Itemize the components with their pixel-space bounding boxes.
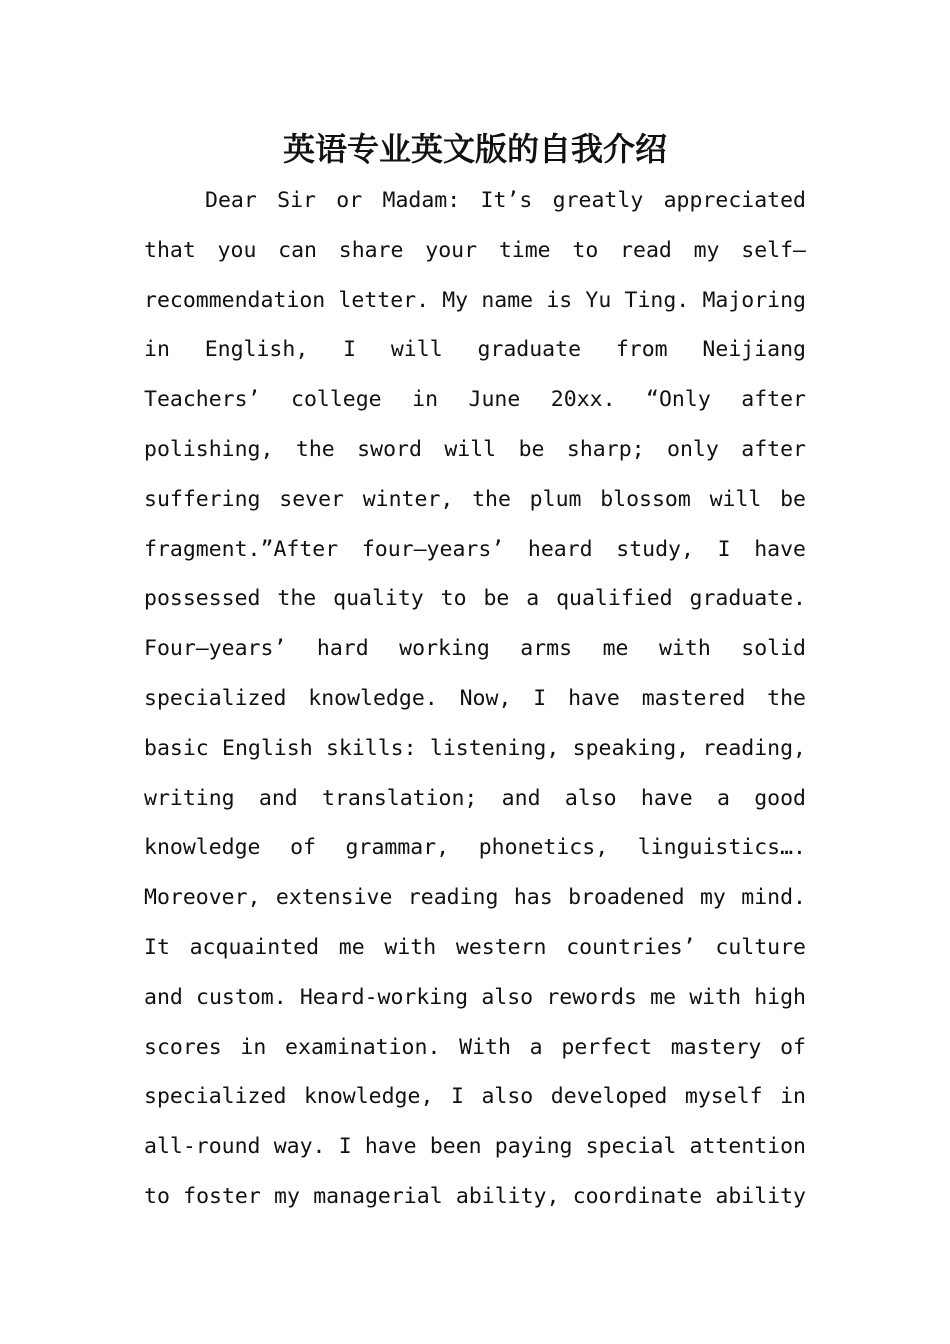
body-line: basic English skills: listening, speaking, reading, [144, 735, 806, 761]
body-line: Dear Sir or Madam: It’s greatly appreciated [205, 188, 806, 213]
body-line: writing and translation; and also have a good [144, 785, 806, 811]
body-line: specialized knowledge, I also developed myself in [144, 1084, 806, 1110]
body-line: all-round way. I have been paying special attention [144, 1134, 806, 1160]
body-line: Teachers’ college in June 20xx. “Only after [144, 387, 806, 413]
body-line: scores in examination. With a perfect mastery of [144, 1034, 806, 1060]
document-body [144, 176, 806, 1222]
body-line: polishing, the sword will be sharp; only after [144, 436, 806, 462]
body-line: Four—years’ hard working arms me with solid [144, 636, 806, 662]
body-line: knowledge of grammar, phonetics, linguistics…. [144, 835, 806, 861]
document-title: 英语专业英文版的自我介绍 [282, 130, 667, 168]
body-line: Moreover, extensive reading has broadened my mind. [144, 885, 806, 911]
body-line: specialized knowledge. Now, I have mastered the [144, 685, 806, 711]
body-line: It acquainted me with western countries’ culture [144, 934, 806, 960]
body-line: and custom. Heard-working also rewords me with high [144, 984, 806, 1010]
body-line: to foster my managerial ability, coordinate ability [144, 1183, 806, 1209]
body-line: fragment.”After four—years’ heard study, I have [144, 536, 806, 562]
body-line: suffering sever winter, the plum blossom will be [144, 486, 806, 512]
body-line: that you can share your time to read my self— [144, 237, 806, 263]
body-line: in English, I will graduate from Neijiang [144, 337, 806, 363]
body-line: possessed the quality to be a qualified graduate. [144, 586, 806, 612]
body-line: recommendation letter. My name is Yu Ting. Majoring [144, 287, 806, 313]
